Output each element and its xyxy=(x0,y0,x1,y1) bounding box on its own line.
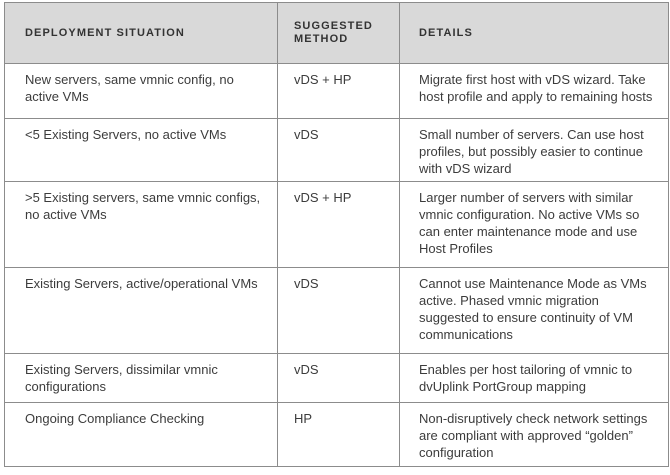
cell-method: vDS + HP xyxy=(278,64,400,119)
cell-details: Enables per host tailoring of vmnic to dvUplink PortGroup mapping xyxy=(400,354,669,403)
header-row xyxy=(5,3,669,64)
header-deployment-situation xyxy=(5,3,278,64)
cell-situation: >5 Existing servers, same vmnic configs, no active VMs xyxy=(5,182,278,268)
cell-details: Larger number of servers with similar vmnic configuration. No active VMs so can enter maintenance mode and use Host Profiles xyxy=(400,182,669,268)
cell-situation: Existing Servers, dissimilar vmnic configurations xyxy=(5,354,278,403)
header-suggested-method-line1: SUGGESTED xyxy=(294,20,373,32)
table-row xyxy=(5,403,669,467)
cell-details: Small number of servers. Can use host profiles, but possibly easier to continue with vDS wizard xyxy=(400,119,669,182)
cell-method: vDS xyxy=(278,268,400,354)
header-deployment-situation-label: DEPLOYMENT SITUATION xyxy=(25,26,185,39)
cell-situation: Ongoing Compliance Checking xyxy=(5,403,278,467)
cell-details: Non-disruptively check network settings are compliant with approved “golden” configuration xyxy=(400,403,669,467)
cell-situation: New servers, same vmnic config, no active VMs xyxy=(5,64,278,119)
table-row xyxy=(5,268,669,354)
header-suggested-method xyxy=(278,3,400,64)
cell-method: vDS + HP xyxy=(278,182,400,268)
cell-situation: <5 Existing Servers, no active VMs xyxy=(5,119,278,182)
table-row xyxy=(5,119,669,182)
cell-details: Migrate first host with vDS wizard. Take host profile and apply to remaining hosts xyxy=(400,64,669,119)
table-body xyxy=(5,64,669,467)
deployment-methods-table xyxy=(4,2,669,467)
table-row xyxy=(5,64,669,119)
header-details-label: DETAILS xyxy=(419,26,473,39)
header-suggested-method-line2: METHOD xyxy=(294,33,349,45)
table-row xyxy=(5,182,669,268)
cell-details: Cannot use Maintenance Mode as VMs active. Phased vmnic migration suggested to ensure continuity of VM communications xyxy=(400,268,669,354)
cell-method: vDS xyxy=(278,119,400,182)
cell-situation: Existing Servers, active/operational VMs xyxy=(5,268,278,354)
table-row xyxy=(5,354,669,403)
header-details xyxy=(400,3,669,64)
table-header xyxy=(5,3,669,64)
cell-method: HP xyxy=(278,403,400,467)
cell-method: vDS xyxy=(278,354,400,403)
